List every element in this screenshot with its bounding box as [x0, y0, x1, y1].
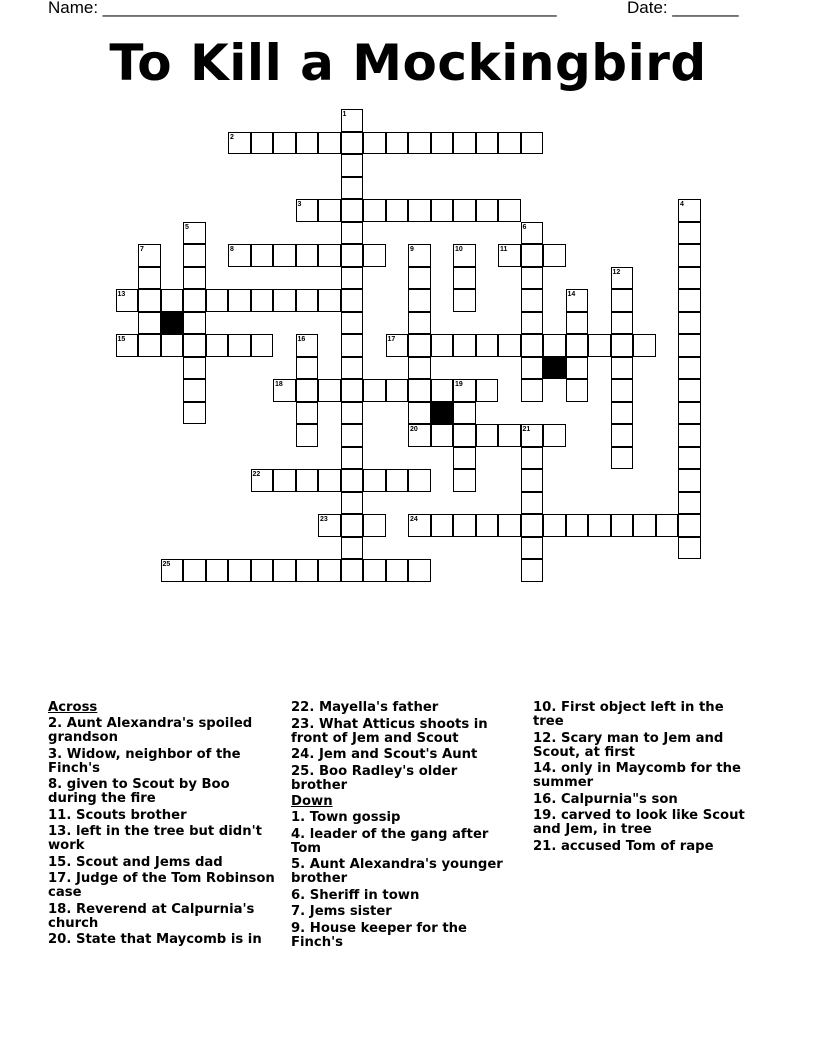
- clue-text: Mayella's father: [318, 700, 439, 715]
- clue-text: Jem and Scout's Aunt: [318, 747, 478, 762]
- grid-clue-number: 25: [162, 561, 171, 568]
- grid-cell[interactable]: [341, 492, 364, 515]
- clue-number: 19.: [533, 808, 561, 823]
- clue-text: Widow, neighbor of the Finch's: [48, 746, 241, 776]
- grid-cell[interactable]: [341, 334, 364, 357]
- clue-text: Scouts brother: [75, 807, 187, 823]
- grid-cell[interactable]: [296, 244, 319, 267]
- clue-text: Reverend at Calpurnia's church: [48, 901, 255, 931]
- grid-cell[interactable]: [161, 334, 184, 357]
- grid-cell[interactable]: [498, 334, 521, 357]
- grid-cell[interactable]: [543, 244, 566, 267]
- grid-cell[interactable]: [543, 334, 566, 357]
- grid-cell[interactable]: [296, 424, 319, 447]
- grid-cell[interactable]: [566, 514, 589, 537]
- grid-cell[interactable]: [633, 334, 656, 357]
- grid-cell[interactable]: [318, 559, 341, 582]
- grid-cell[interactable]: [678, 514, 701, 537]
- grid-cell[interactable]: [341, 402, 364, 425]
- grid-cell[interactable]: [228, 334, 251, 357]
- grid-cell[interactable]: [453, 199, 476, 222]
- clue-text: Town gossip: [309, 810, 401, 825]
- grid-cell[interactable]: [498, 424, 521, 447]
- grid-cell[interactable]: [566, 357, 589, 380]
- grid-cell[interactable]: [296, 559, 319, 582]
- clue-item: [48, 933, 276, 947]
- grid-cell[interactable]: [633, 514, 656, 537]
- grid-cell[interactable]: [408, 199, 431, 222]
- grid-cell[interactable]: [273, 559, 296, 582]
- grid-cell[interactable]: [318, 469, 341, 492]
- grid-cell[interactable]: [476, 334, 499, 357]
- grid-clue-number: 22: [252, 471, 261, 478]
- grid-cell[interactable]: [453, 447, 476, 470]
- grid-cell[interactable]: [678, 334, 701, 357]
- grid-cell[interactable]: [611, 289, 634, 312]
- grid-cell[interactable]: [521, 514, 544, 537]
- grid-cell[interactable]: [341, 244, 364, 267]
- grid-clue-number: 9: [410, 246, 414, 253]
- grid-clue-number: 4: [680, 201, 684, 208]
- grid-cell[interactable]: [341, 447, 364, 470]
- grid-clue-number: 8: [230, 246, 234, 253]
- clue-text: Aunt Alexandra's younger brother: [291, 857, 503, 886]
- grid-cell[interactable]: [431, 379, 454, 402]
- clue-number: 3.: [48, 746, 67, 762]
- clues-column-1: [48, 701, 276, 950]
- grid-cell[interactable]: [138, 267, 161, 290]
- clue-item: [48, 717, 276, 745]
- grid-cell[interactable]: [318, 379, 341, 402]
- clue-item: [48, 778, 276, 806]
- grid-cell[interactable]: [678, 244, 701, 267]
- grid-cell[interactable]: [318, 199, 341, 222]
- grid-cell[interactable]: [431, 132, 454, 155]
- grid-clue-number: 21: [522, 426, 531, 433]
- grid-cell[interactable]: [453, 289, 476, 312]
- grid-cell[interactable]: [386, 199, 409, 222]
- grid-clue-number: 7: [140, 246, 144, 253]
- grid-cell[interactable]: [363, 559, 386, 582]
- clue-item: [533, 732, 758, 760]
- grid-cell[interactable]: [678, 267, 701, 290]
- grid-clue-number: 23: [320, 516, 328, 523]
- grid-cell[interactable]: [521, 289, 544, 312]
- clue-text: Judge of the Tom Robinson case: [48, 871, 275, 900]
- grid-cell[interactable]: [341, 177, 364, 200]
- clue-item: [291, 748, 516, 762]
- grid-cell[interactable]: [341, 469, 364, 492]
- grid-cell[interactable]: [453, 334, 476, 357]
- grid-cell[interactable]: [521, 447, 544, 470]
- grid-cell[interactable]: [183, 559, 206, 582]
- clue-text: Boo Radley's older brother: [291, 763, 458, 793]
- grid-cell[interactable]: [408, 402, 431, 425]
- grid-cell[interactable]: [341, 312, 364, 335]
- grid-cell[interactable]: [341, 289, 364, 312]
- grid-cell[interactable]: [408, 379, 431, 402]
- grid-cell[interactable]: [386, 379, 409, 402]
- grid-cell[interactable]: [408, 289, 431, 312]
- clue-item: [291, 858, 516, 886]
- grid-cell[interactable]: [251, 559, 274, 582]
- clue-item: [533, 809, 758, 837]
- grid-cell[interactable]: [296, 402, 319, 425]
- grid-cell[interactable]: [251, 334, 274, 357]
- grid-cell[interactable]: [363, 379, 386, 402]
- grid-cell[interactable]: [431, 334, 454, 357]
- grid-cell[interactable]: [183, 357, 206, 380]
- grid-clue-number: 12: [612, 268, 621, 276]
- grid-cell[interactable]: [678, 357, 701, 380]
- clue-text: given to Scout by Boo during the fire: [48, 777, 230, 806]
- clue-text: State that Maycomb is in: [75, 932, 262, 947]
- grid-cell[interactable]: [183, 244, 206, 267]
- grid-cell[interactable]: [521, 357, 544, 380]
- grid-clue-number: 20: [410, 426, 418, 433]
- grid-cell[interactable]: [138, 334, 161, 357]
- grid-cell[interactable]: [273, 244, 296, 267]
- grid-cell[interactable]: [228, 289, 251, 312]
- grid-clue-number: 19: [455, 381, 463, 388]
- clue-item: [533, 701, 758, 729]
- grid-clue-number: 6: [522, 223, 527, 231]
- clue-item: [48, 856, 276, 870]
- grid-cell[interactable]: [341, 222, 364, 245]
- grid-cell[interactable]: [341, 267, 364, 290]
- grid-cell[interactable]: [498, 199, 521, 222]
- grid-cell[interactable]: [183, 289, 206, 312]
- grid-cell[interactable]: [363, 244, 386, 267]
- grid-cell[interactable]: [611, 334, 634, 357]
- grid-cell[interactable]: [656, 514, 679, 537]
- grid-cell[interactable]: [453, 402, 476, 425]
- grid-cell[interactable]: [431, 514, 454, 537]
- grid-cell[interactable]: [296, 379, 319, 402]
- clue-item: [291, 811, 516, 825]
- clue-text: Scary man to Jem and Scout, at first: [533, 730, 724, 760]
- grid-cell[interactable]: [296, 469, 319, 492]
- clue-item: [48, 872, 276, 900]
- clue-number: 14.: [533, 761, 561, 776]
- grid-clue-number: 10: [455, 246, 463, 253]
- clue-text: Aunt Alexandra's spoiled grandson: [48, 716, 253, 745]
- grid-cell[interactable]: [341, 379, 364, 402]
- grid-clue-number: 1: [342, 111, 347, 118]
- clue-item: [291, 922, 516, 950]
- grid-cell[interactable]: [341, 154, 364, 177]
- grid-clue-number: 24: [410, 516, 418, 523]
- grid-cell[interactable]: [566, 312, 589, 335]
- clue-item: [291, 828, 516, 856]
- clue-number: 10.: [533, 700, 561, 715]
- grid-cell[interactable]: [521, 379, 544, 402]
- clue-number: 5.: [291, 857, 310, 872]
- clue-number: 1.: [291, 810, 310, 825]
- grid-cell[interactable]: [521, 469, 544, 492]
- grid-cell[interactable]: [678, 379, 701, 402]
- grid-cell[interactable]: [341, 199, 364, 222]
- grid-cell[interactable]: [678, 222, 701, 245]
- grid-cell[interactable]: [611, 357, 634, 380]
- clue-item: [533, 840, 758, 854]
- grid-cell[interactable]: [251, 132, 274, 155]
- clue-number: 18.: [48, 901, 76, 917]
- clue-number: 9.: [291, 920, 310, 936]
- grid-black-square: [161, 312, 184, 335]
- grid-cell[interactable]: [678, 492, 701, 515]
- grid-cell[interactable]: [251, 244, 274, 267]
- grid-cell[interactable]: [408, 357, 431, 380]
- clue-text: What Atticus shoots in front of Jem and Scout: [291, 716, 488, 746]
- clue-text: First object left in the tree: [533, 700, 724, 729]
- grid-cell[interactable]: [521, 312, 544, 335]
- clues-column-2: [291, 701, 516, 952]
- clue-number: 17.: [48, 871, 76, 886]
- grid-cell[interactable]: [453, 469, 476, 492]
- grid-cell[interactable]: [341, 357, 364, 380]
- grid-cell[interactable]: [521, 559, 544, 582]
- grid-cell[interactable]: [611, 402, 634, 425]
- down-heading: Down: [291, 794, 333, 809]
- clue-number: 2.: [48, 716, 67, 731]
- grid-clue-number: 14: [567, 291, 576, 298]
- grid-cell[interactable]: [341, 132, 364, 155]
- grid-cell[interactable]: [408, 334, 431, 357]
- grid-cell[interactable]: [453, 514, 476, 537]
- grid-clue-number: 2: [230, 133, 234, 141]
- clue-item: [48, 809, 276, 823]
- clue-number: 7.: [291, 904, 310, 919]
- clue-item: [291, 905, 516, 919]
- grid-cell[interactable]: [678, 537, 701, 560]
- clue-text: only in Maycomb for the summer: [533, 761, 741, 790]
- grid-cell[interactable]: [498, 514, 521, 537]
- across-heading: Across: [48, 700, 98, 715]
- clue-text: House keeper for the Finch's: [291, 920, 467, 950]
- grid-cell[interactable]: [678, 424, 701, 447]
- grid-cell[interactable]: [588, 514, 611, 537]
- clue-item: [48, 748, 276, 776]
- clue-text: carved to look like Scout and Jem, in tree: [533, 808, 745, 837]
- grid-cell[interactable]: [183, 402, 206, 425]
- clue-number: 24.: [291, 747, 319, 762]
- grid-cell[interactable]: [543, 514, 566, 537]
- grid-cell[interactable]: [206, 289, 229, 312]
- grid-clue-number: 5: [185, 223, 189, 231]
- clue-number: 15.: [48, 854, 76, 870]
- grid-black-square: [543, 357, 566, 380]
- grid-cell[interactable]: [138, 289, 161, 312]
- grid-cell[interactable]: [363, 199, 386, 222]
- grid-cell[interactable]: [678, 447, 701, 470]
- grid-cell[interactable]: [611, 312, 634, 335]
- grid-cell[interactable]: [611, 379, 634, 402]
- grid-cell[interactable]: [476, 379, 499, 402]
- clue-item: [533, 793, 758, 807]
- grid-cell[interactable]: [408, 559, 431, 582]
- grid-cell[interactable]: [408, 267, 431, 290]
- grid-clue-number: 13: [117, 291, 126, 298]
- grid-cell[interactable]: [318, 289, 341, 312]
- clue-item: [291, 765, 516, 793]
- grid-cell[interactable]: [363, 132, 386, 155]
- grid-cell[interactable]: [251, 289, 274, 312]
- grid-cell[interactable]: [206, 334, 229, 357]
- grid-cell[interactable]: [678, 402, 701, 425]
- grid-cell[interactable]: [183, 312, 206, 335]
- grid-clue-number: 15: [117, 336, 126, 343]
- grid-cell[interactable]: [341, 424, 364, 447]
- clue-number: 6.: [291, 887, 310, 903]
- grid-cell[interactable]: [588, 334, 611, 357]
- grid-cell[interactable]: [296, 357, 319, 380]
- grid-cell[interactable]: [138, 312, 161, 335]
- grid-cell[interactable]: [566, 334, 589, 357]
- grid-cell[interactable]: [498, 132, 521, 155]
- grid-cell[interactable]: [611, 447, 634, 470]
- clue-item: [291, 701, 516, 715]
- name-field-label[interactable]: Name: ________________________________________________: [48, 0, 557, 17]
- grid-cell[interactable]: [678, 289, 701, 312]
- clue-item: [533, 762, 758, 790]
- grid-cell[interactable]: [611, 514, 634, 537]
- grid-cell[interactable]: [521, 492, 544, 515]
- grid-cell[interactable]: [183, 334, 206, 357]
- clue-item: [48, 825, 276, 853]
- grid-clue-number: 11: [500, 246, 508, 253]
- clue-text: Calpurnia"s son: [560, 791, 678, 807]
- grid-cell[interactable]: [521, 537, 544, 560]
- grid-cell[interactable]: [678, 469, 701, 492]
- grid-clue-number: 17: [387, 336, 396, 343]
- grid-cell[interactable]: [408, 312, 431, 335]
- clue-number: 13.: [48, 824, 76, 839]
- grid-cell[interactable]: [476, 514, 499, 537]
- grid-cell[interactable]: [363, 469, 386, 492]
- grid-cell[interactable]: [296, 132, 319, 155]
- grid-cell[interactable]: [543, 424, 566, 447]
- grid-cell[interactable]: [453, 132, 476, 155]
- grid-cell[interactable]: [611, 424, 634, 447]
- clue-text: accused Tom of rape: [560, 838, 714, 854]
- grid-cell[interactable]: [453, 424, 476, 447]
- grid-cell[interactable]: [521, 334, 544, 357]
- clue-number: 23.: [291, 716, 319, 732]
- clue-item: [48, 903, 276, 931]
- clue-number: 22.: [291, 700, 319, 715]
- clue-number: 16.: [533, 791, 561, 807]
- clue-number: 8.: [48, 777, 67, 792]
- clues-column-3: [533, 701, 758, 856]
- clue-text: Sheriff in town: [309, 887, 420, 903]
- grid-clue-number: 18: [275, 381, 283, 388]
- clue-number: 4.: [291, 826, 310, 842]
- grid-cell[interactable]: [386, 559, 409, 582]
- grid-cell[interactable]: [161, 289, 184, 312]
- clue-text: leader of the gang after Tom: [291, 826, 489, 856]
- grid-cell[interactable]: [521, 267, 544, 290]
- clue-number: 20.: [48, 932, 76, 947]
- clue-number: 25.: [291, 763, 319, 779]
- grid-cell[interactable]: [408, 132, 431, 155]
- grid-cell[interactable]: [273, 132, 296, 155]
- clue-text: Jems sister: [309, 904, 392, 919]
- grid-cell[interactable]: [431, 199, 454, 222]
- grid-cell[interactable]: [453, 267, 476, 290]
- clue-text: Scout and Jems dad: [75, 854, 223, 870]
- grid-cell[interactable]: [386, 469, 409, 492]
- grid-cell[interactable]: [386, 132, 409, 155]
- page-title: To Kill a Mockingbird: [109, 34, 707, 92]
- clue-number: 21.: [533, 838, 561, 854]
- grid-cell[interactable]: [408, 469, 431, 492]
- clue-item: [291, 718, 516, 746]
- grid-cell[interactable]: [476, 132, 499, 155]
- grid-cell[interactable]: [341, 514, 364, 537]
- grid-cell[interactable]: [273, 469, 296, 492]
- grid-cell[interactable]: [521, 132, 544, 155]
- grid-cell[interactable]: [341, 559, 364, 582]
- clue-text: left in the tree but didn't work: [48, 824, 262, 853]
- date-field-label[interactable]: Date: _______: [627, 0, 739, 17]
- grid-cell[interactable]: [476, 424, 499, 447]
- grid-cell[interactable]: [296, 289, 319, 312]
- grid-cell[interactable]: [318, 244, 341, 267]
- clue-number: 11.: [48, 807, 76, 823]
- grid-clue-number: 16: [297, 336, 306, 343]
- grid-cell[interactable]: [431, 424, 454, 447]
- grid-cell[interactable]: [183, 379, 206, 402]
- grid-cell[interactable]: [206, 559, 229, 582]
- grid-clue-number: 3: [297, 201, 302, 208]
- grid-cell[interactable]: [678, 312, 701, 335]
- grid-black-square: [431, 402, 454, 425]
- clue-number: 12.: [533, 730, 561, 746]
- grid-cell[interactable]: [363, 514, 386, 537]
- grid-cell[interactable]: [318, 132, 341, 155]
- grid-cell[interactable]: [183, 267, 206, 290]
- grid-cell[interactable]: [341, 537, 364, 560]
- grid-cell[interactable]: [273, 289, 296, 312]
- clue-item: [291, 889, 516, 903]
- grid-cell[interactable]: [521, 244, 544, 267]
- grid-cell[interactable]: [476, 199, 499, 222]
- grid-cell[interactable]: [566, 379, 589, 402]
- grid-cell[interactable]: [228, 559, 251, 582]
